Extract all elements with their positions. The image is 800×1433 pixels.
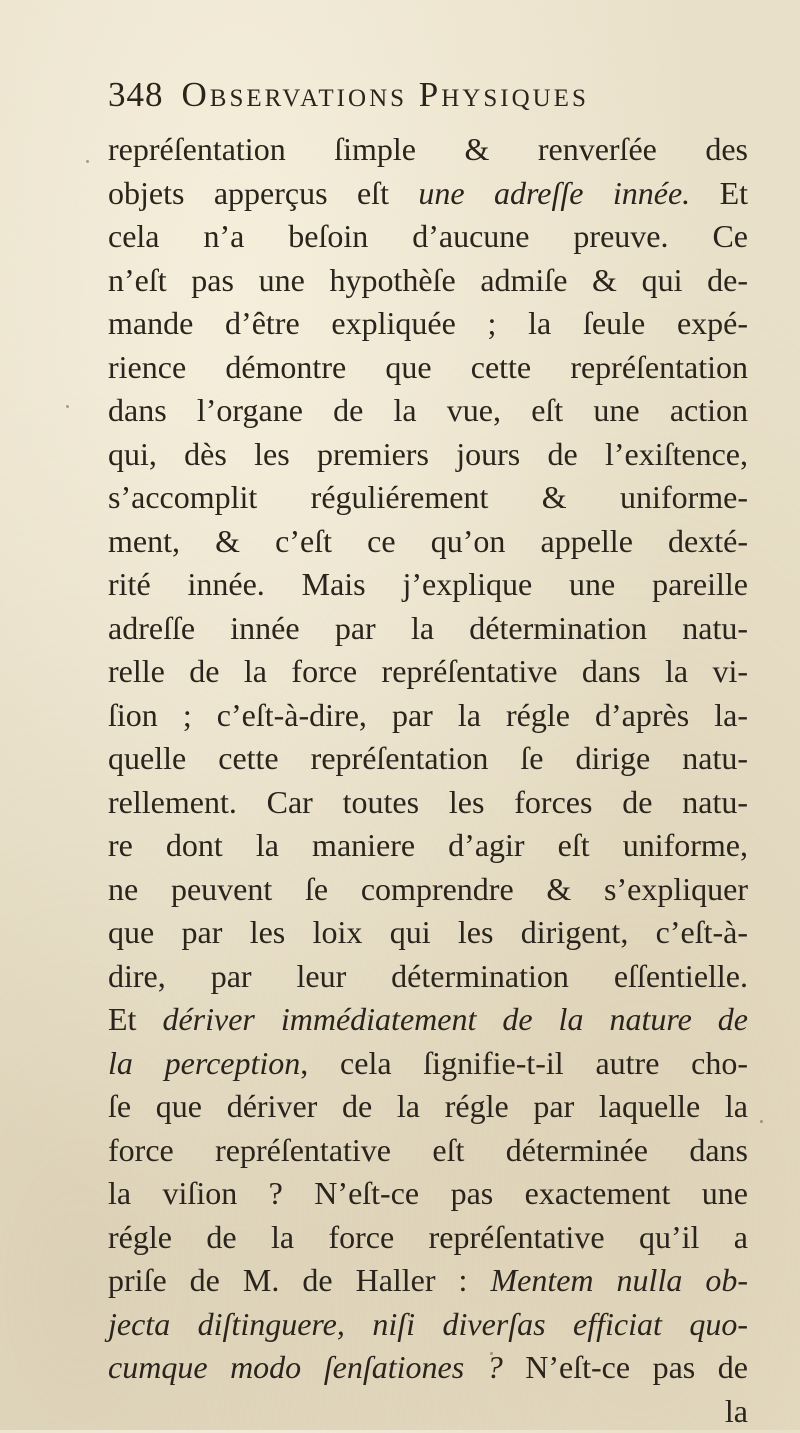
running-title: Observations Physiques — [182, 75, 589, 114]
text-segment: objets apperçus eſt — [108, 175, 418, 211]
text-segment: Et — [690, 175, 748, 211]
text-line — [108, 433, 748, 477]
text-segment: priſe de M. de Haller : — [108, 1262, 490, 1298]
text-line — [108, 694, 748, 738]
italic-text: la perception — [108, 1045, 300, 1081]
italic-text: jecta diſtinguere, niſi diverſas efficiat quo- — [108, 1306, 748, 1342]
text-segment: force repréſentative eſt déterminée dans — [108, 1132, 748, 1168]
text-line — [108, 302, 748, 346]
text-line — [108, 346, 748, 390]
text-segment: rience démontre que cette repréſentation — [108, 349, 748, 385]
page-number: 348 — [108, 75, 164, 114]
text-line — [108, 476, 748, 520]
text-line — [108, 1172, 748, 1216]
text-segment: ſion ; c’eſt-à-dire, par la régle d’après la- — [108, 697, 748, 733]
text-segment: relle de la force repréſentative dans la vi- — [108, 653, 748, 689]
italic-text: cumque modo ſenſationes ? — [108, 1349, 503, 1385]
text-line — [108, 1303, 748, 1347]
text-segment: qui, dès les premiers jours de l’exiſtence, — [108, 436, 748, 472]
text-line — [108, 215, 748, 259]
italic-text: dériver immédiatement de la nature de — [162, 1001, 748, 1037]
text-line — [108, 607, 748, 651]
text-line — [108, 128, 748, 172]
text-segment: ment, & c’eſt ce qu’on appelle dexté- — [108, 523, 748, 559]
text-segment: repréſentation ſimple & renverſée des — [108, 131, 748, 167]
text-line — [108, 520, 748, 564]
text-line — [108, 172, 748, 216]
text-segment: que par les loix qui les dirigent, c’eſt-à- — [108, 914, 748, 950]
text-line — [108, 259, 748, 303]
text-segment: rellement. Car toutes les forces de natu- — [108, 784, 748, 820]
text-segment: ſe que dériver de la régle par laquelle la — [108, 1088, 748, 1124]
text-segment: adreſſe innée par la détermination natu- — [108, 610, 748, 646]
text-segment: s’accomplit réguliérement & uniforme- — [108, 479, 748, 515]
text-line — [108, 955, 748, 999]
text-line — [108, 1042, 748, 1086]
text-segment: re dont la maniere d’agir eſt uniforme, — [108, 827, 748, 863]
paper-speck — [760, 1120, 763, 1123]
text-line — [108, 1346, 748, 1390]
text-segment: quelle cette repréſentation ſe dirige natu- — [108, 740, 748, 776]
italic-text: Mentem nulla ob- — [490, 1262, 748, 1298]
italic-text: une adreſſe innée. — [418, 175, 690, 211]
text-line — [108, 781, 748, 825]
text-line — [108, 1259, 748, 1303]
text-segment: dans l’organe de la vue, eſt une action — [108, 392, 748, 428]
text-segment: Et — [108, 1001, 162, 1037]
text-segment: n’eſt pas une hypothèſe admiſe & qui de- — [108, 262, 748, 298]
text-segment: , cela ſignifie-t-il autre cho- — [300, 1045, 748, 1081]
text-segment: régle de la force repréſentative qu’il a — [108, 1219, 748, 1255]
text-segment: cela n’a beſoin d’aucune preuve. Ce — [108, 218, 748, 254]
text-line — [108, 650, 748, 694]
text-line — [108, 824, 748, 868]
paper-speck — [490, 1352, 493, 1355]
text-line — [108, 911, 748, 955]
catchword: la — [108, 1390, 748, 1433]
text-segment: rité innée. Mais j’explique une pareille — [108, 566, 748, 602]
paper-speck — [86, 160, 89, 163]
text-segment: la viſion ? N’eſt-ce pas exactement une — [108, 1175, 748, 1211]
text-line — [108, 1129, 748, 1173]
text-line — [108, 1085, 748, 1129]
body-text — [108, 128, 748, 1433]
text-line — [108, 389, 748, 433]
text-line — [108, 563, 748, 607]
text-line — [108, 998, 748, 1042]
text-segment: N’eſt-ce pas de — [503, 1349, 748, 1385]
text-segment: dire, par leur détermination eſſentielle. — [108, 958, 748, 994]
text-segment: mande d’être expliquée ; la ſeule expé- — [108, 305, 748, 341]
text-line — [108, 737, 748, 781]
page-header — [108, 70, 708, 120]
text-line — [108, 868, 748, 912]
text-line — [108, 1216, 748, 1260]
paper-speck — [66, 405, 69, 408]
text-segment: ne peuvent ſe comprendre & s’expliquer — [108, 871, 748, 907]
